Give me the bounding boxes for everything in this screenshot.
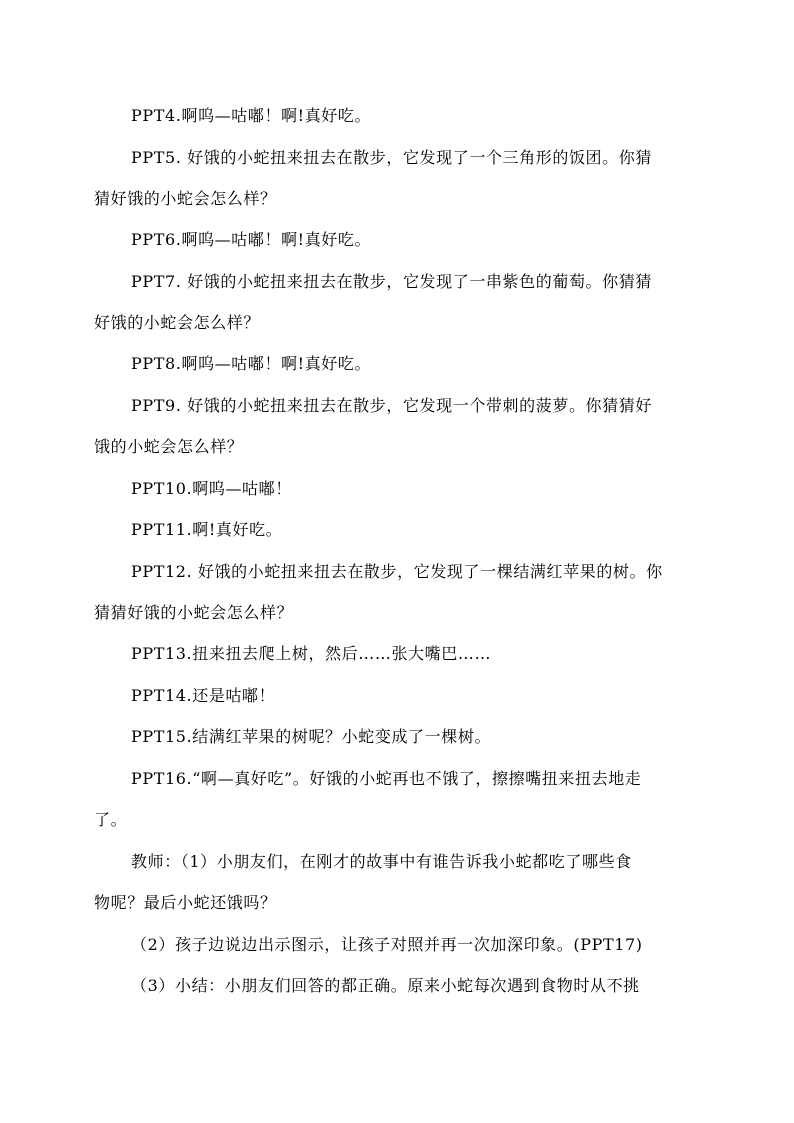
text-line: PPT8.啊呜—咕嘟！啊!真好吃。 [131,354,372,373]
text-line: PPT11.啊!真好吃。 [131,520,283,539]
text-line: PPT7. 好饿的小蛇扭来扭去在散步，它发现了一串紫色的葡萄。你猜猜 [131,272,652,291]
text-line: 好饿的小蛇会怎么样？ [94,313,261,332]
text-line: PPT16.“啊—真好吃”。好饿的小蛇再也不饿了，擦擦嘴扭来扭去地走 [131,769,642,788]
text-line: PPT10.啊呜—咕嘟！ [131,479,292,498]
text-line: PPT9. 好饿的小蛇扭来扭去在散步，它发现一个带刺的菠萝。你猜猜好 [131,396,652,415]
text-line: PPT6.啊呜—咕嘟！啊!真好吃。 [131,230,372,249]
text-line: PPT5. 好饿的小蛇扭来扭去在散步，它发现了一个三角形的饭团。你猜 [131,148,652,167]
text-line: （3）小结：小朋友们回答的都正确。原来小蛇每次遇到食物时从不挑 [131,976,640,995]
text-line: PPT14.还是咕嘟！ [131,686,276,705]
text-line: 饿的小蛇会怎么样？ [94,437,244,456]
text-line: PPT15.结满红苹果的树呢？小蛇变成了一棵树。 [131,727,492,746]
text-line: PPT12. 好饿的小蛇扭来扭去在散步，它发现了一棵结满红苹果的树。你 [131,562,663,581]
text-line: 物呢？最后小蛇还饿吗？ [94,893,277,912]
text-line: 猜好饿的小蛇会怎么样？ [94,189,277,208]
text-line: 猜猜好饿的小蛇会怎么样？ [94,603,294,622]
text-line: PPT4.啊呜—咕嘟！啊!真好吃。 [131,106,372,125]
text-line: （2）孩子边说边出示图示，让孩子对照并再一次加深印象。(PPT17) [131,935,643,954]
text-line: PPT13.扭来扭去爬上树，然后……张大嘴巴…… [131,644,492,663]
text-line: 教师：（1）小朋友们，在刚才的故事中有谁告诉我小蛇都吃了哪些食 [131,852,632,871]
text-line: 了。 [94,810,128,829]
